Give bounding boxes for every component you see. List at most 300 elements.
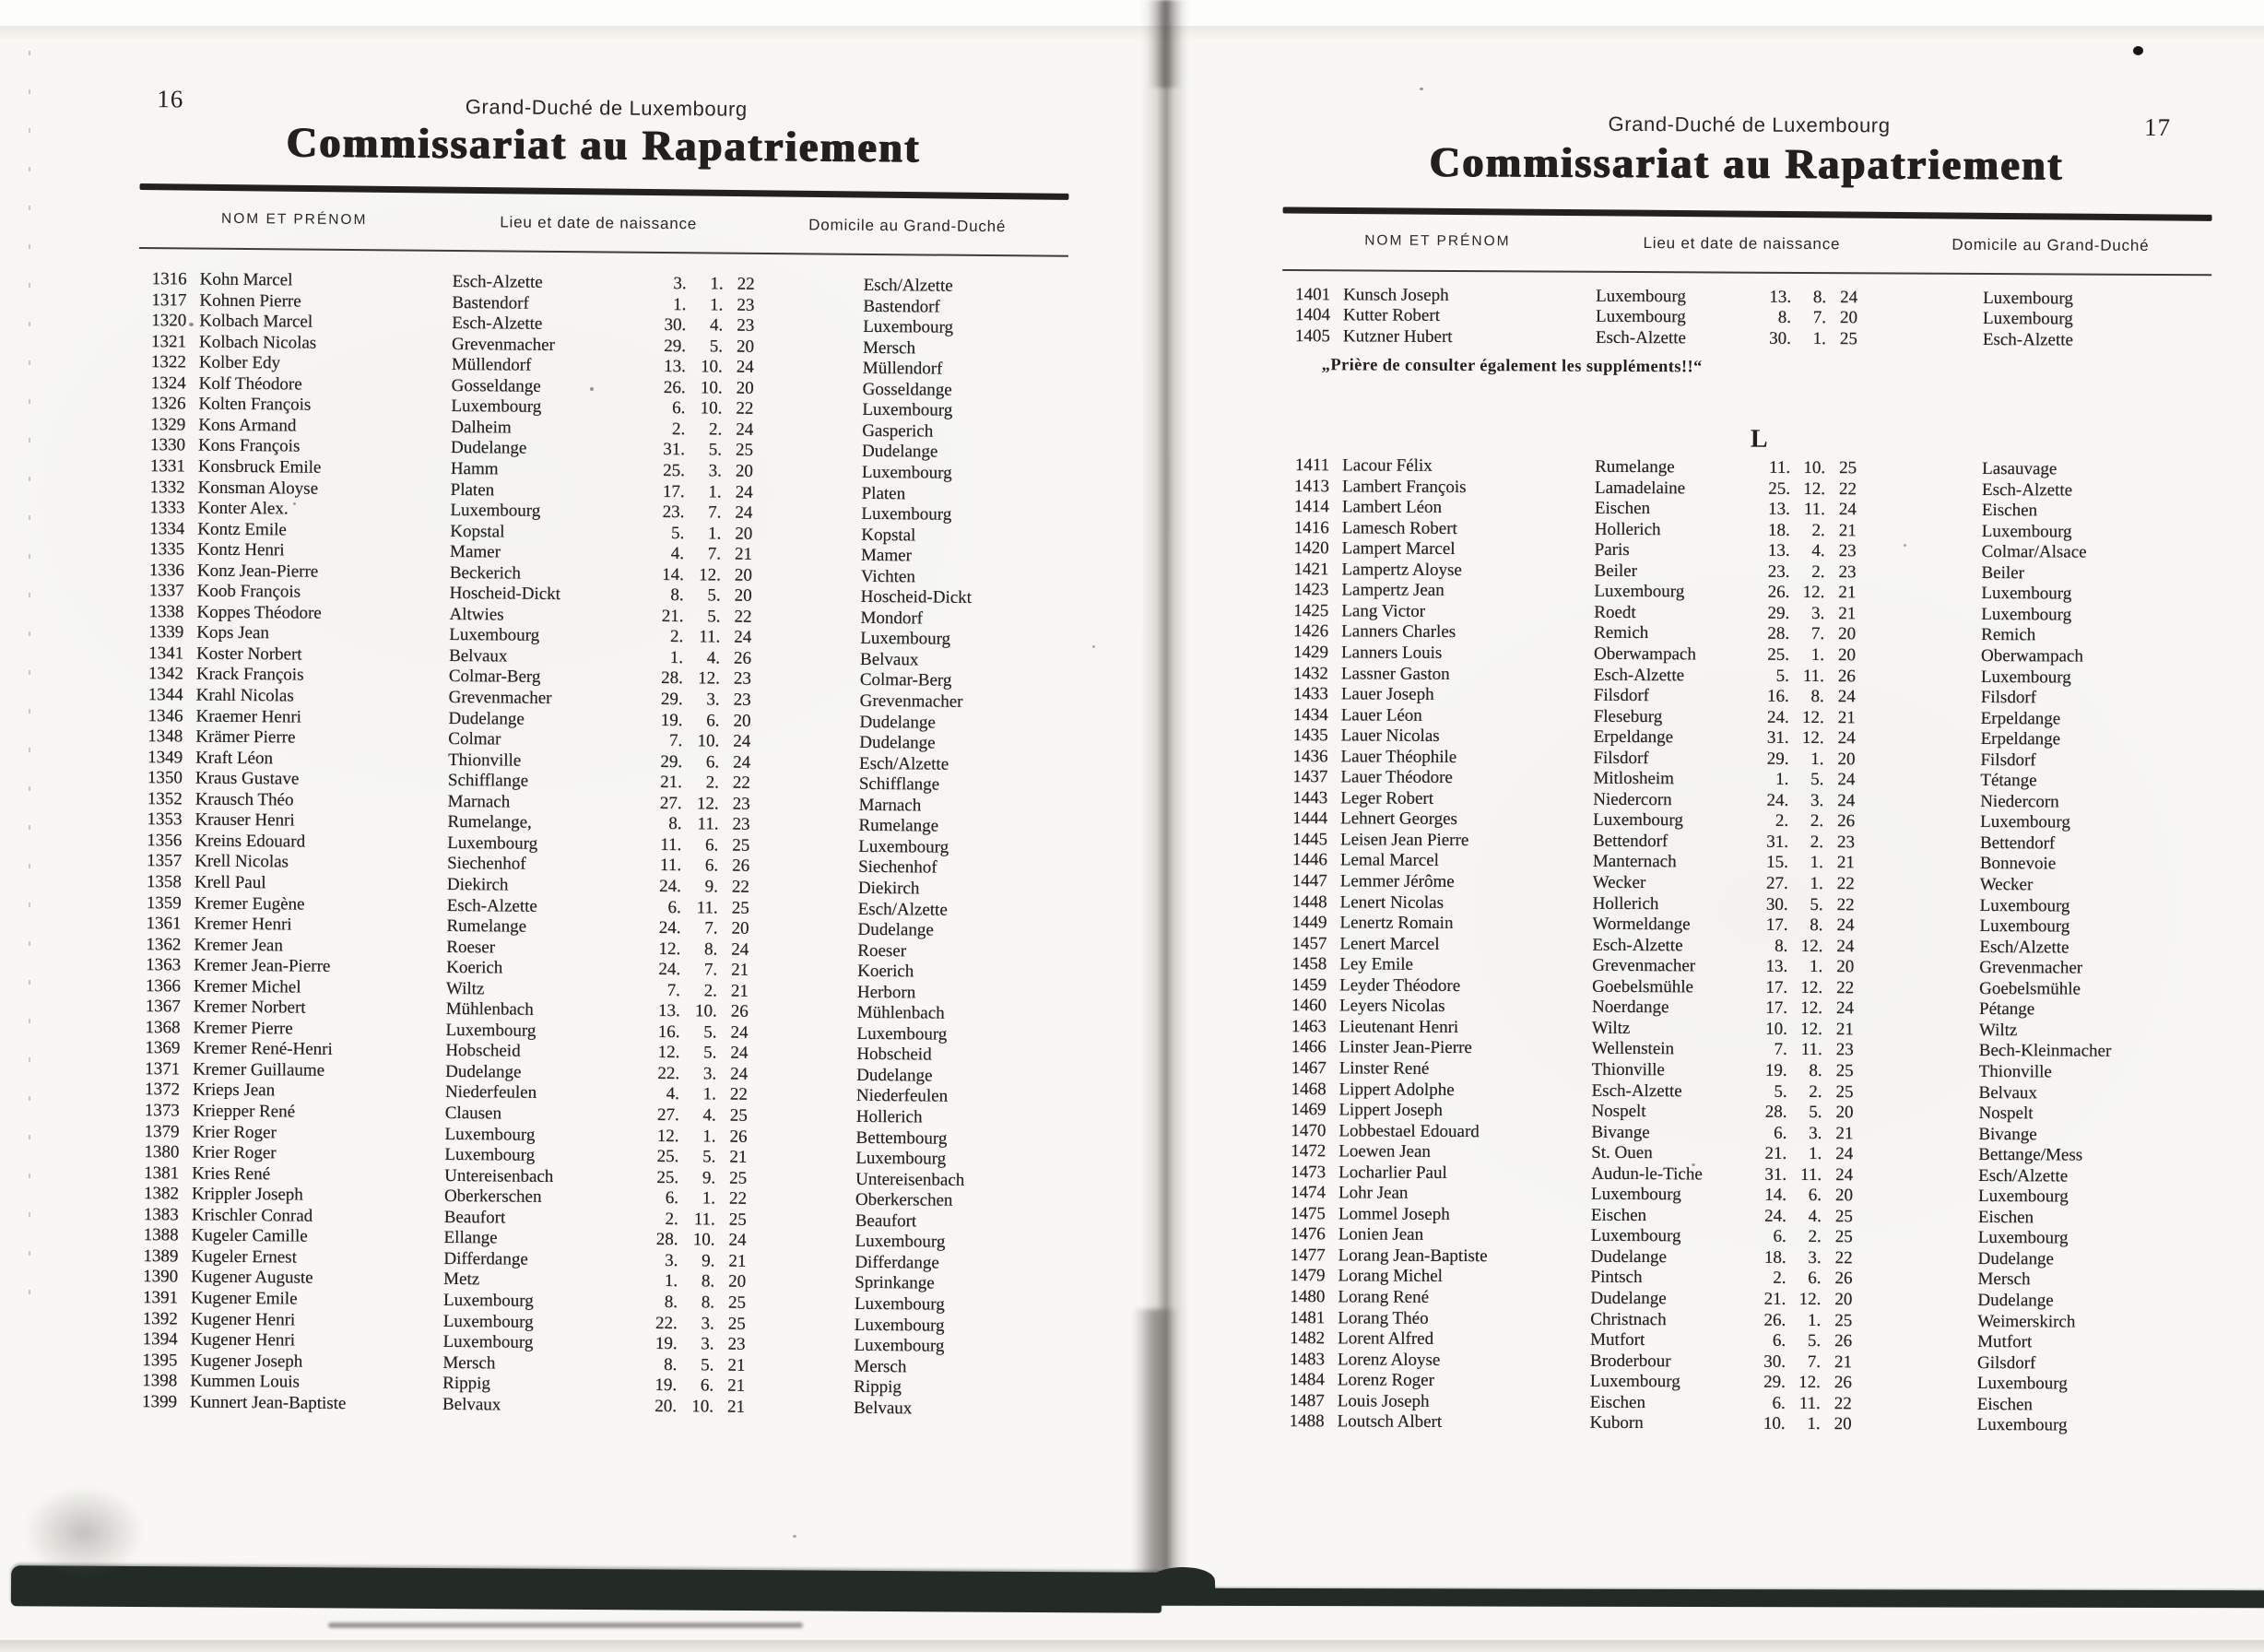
entry-birth-year: 20 xyxy=(736,336,755,357)
entry-birth-year: 20 xyxy=(735,461,753,481)
entry-birth-day: 8. xyxy=(670,585,684,606)
entry-domicile: Marnach xyxy=(858,795,922,816)
entry-birth-day: 2. xyxy=(665,1209,678,1229)
entry-name: Lonien Jean xyxy=(1338,1224,1424,1245)
entry-name: Kraus Gustave xyxy=(195,768,300,789)
entry-birth-month: 10. xyxy=(700,398,723,419)
entry-domicile: Mamer xyxy=(860,546,913,566)
entry-birthplace: Luxembourg xyxy=(444,1124,536,1145)
entry-name: Lieutenant Henri xyxy=(1338,1017,1459,1037)
entry-birth-day: 11. xyxy=(660,834,682,856)
entry-birth-year: 23 xyxy=(733,690,751,710)
entry-birthplace: Esch-Alzette xyxy=(1593,665,1685,685)
entry-birthplace: Bastendorf xyxy=(452,292,529,313)
entry-domicile: Mersch xyxy=(862,337,916,359)
entry-domicile: Wiltz xyxy=(1978,1020,2018,1041)
entry-number: 1339 xyxy=(148,622,184,643)
entry-domicile: Goebelsmühle xyxy=(1979,978,2081,999)
entry-domicile: Oberwampach xyxy=(1981,645,2083,667)
entry-birth-year: 23 xyxy=(737,315,755,336)
entry-domicile: Luxembourg xyxy=(861,503,952,525)
entry-birthplace: Hollerich xyxy=(1592,893,1659,914)
entry-birth-year: 22 xyxy=(1834,1393,1852,1414)
entry-number: 1336 xyxy=(148,560,185,581)
entry-birth-month: 2. xyxy=(1811,561,1825,582)
entry-domicile: Bivange xyxy=(1978,1124,2037,1144)
entry-number: 1344 xyxy=(147,685,183,705)
entry-number: 1423 xyxy=(1293,580,1329,600)
entry-domicile: Mondorf xyxy=(860,608,924,629)
entry-birthplace: Wellenstein xyxy=(1591,1039,1675,1059)
entry-birth-day: 22. xyxy=(654,1313,678,1333)
entry-name: Kummen Louis xyxy=(190,1371,301,1392)
entry-domicile: Dudelange xyxy=(1977,1248,2055,1269)
entry-birth-year: 24 xyxy=(1835,1164,1854,1185)
entry-number: 1381 xyxy=(144,1162,180,1184)
entry-birth-month: 12. xyxy=(1802,583,1825,603)
entry-birth-year: 26 xyxy=(1834,1373,1852,1393)
entry-birthplace: Belvaux xyxy=(449,645,508,667)
entry-number: 1470 xyxy=(1291,1120,1327,1140)
entry-birth-day: 23. xyxy=(662,502,685,523)
entry-birth-month: 6. xyxy=(704,835,719,856)
entry-domicile: Pétange xyxy=(1979,999,2035,1020)
entry-birthplace: Esch-Alzette xyxy=(1595,327,1687,348)
entry-birth-day: 1. xyxy=(669,647,684,668)
entry-birth-month: 11. xyxy=(699,627,721,647)
entry-name: Krischler Conrad xyxy=(191,1205,313,1226)
entry-birth-day: 29. xyxy=(664,336,687,356)
entry-domicile: Grevenmacher xyxy=(1979,958,2083,978)
entry-domicile: Luxembourg xyxy=(1983,288,2073,309)
entry-domicile: Herborn xyxy=(856,982,916,1003)
ink-dot xyxy=(2133,46,2143,55)
entry-birthplace: Manternach xyxy=(1592,852,1677,872)
entry-birth-year: 25 xyxy=(735,441,754,461)
entry-birth-month: 1. xyxy=(1810,874,1823,894)
entry-name: Koppes Théodore xyxy=(196,602,322,623)
entry-birthplace: Luxembourg xyxy=(444,1145,536,1165)
entry-number: 1391 xyxy=(142,1288,179,1308)
entry-number: 1458 xyxy=(1291,954,1327,974)
entry-birth-year: 26 xyxy=(1837,811,1856,832)
entry-birth-year: 21 xyxy=(730,981,749,1001)
entry-name: Kraemer Henri xyxy=(195,706,302,727)
entry-number: 1411 xyxy=(1294,455,1330,476)
entry-name: Kunnert Jean-Baptiste xyxy=(189,1392,347,1413)
entry-birth-year: 20 xyxy=(1834,1186,1854,1206)
entry-birthplace: Luxembourg xyxy=(1594,582,1685,602)
entry-birth-month: 1. xyxy=(1807,1414,1821,1434)
column-header-name: NOM ET PRÉNOM xyxy=(1364,232,1511,250)
section-letter-L: L xyxy=(1750,424,1768,454)
entry-name: Kunsch Joseph xyxy=(1343,285,1449,305)
entry-name: Lorent Alfred xyxy=(1338,1328,1434,1349)
paper-speck xyxy=(1092,645,1095,648)
entry-name: Kremer Michel xyxy=(193,976,301,997)
entry-birthplace: Dalheim xyxy=(451,417,512,438)
entry-number: 1331 xyxy=(149,456,185,477)
entry-number: 1356 xyxy=(147,830,183,851)
entry-birth-month: 5. xyxy=(1807,1331,1822,1351)
entry-birthplace: Dudelange xyxy=(450,438,527,459)
entry-birth-day: 6. xyxy=(672,398,686,419)
entry-domicile: Wecker xyxy=(1979,874,2034,895)
entry-birth-day: 4. xyxy=(666,1084,680,1104)
entry-number: 1459 xyxy=(1291,974,1327,996)
entry-birth-year: 20 xyxy=(733,711,751,731)
entry-birthplace: Grevenmacher xyxy=(448,687,552,708)
entry-name: Konz Jean-Pierre xyxy=(196,560,319,582)
entry-name: Krier Roger xyxy=(192,1142,277,1163)
entry-number: 1429 xyxy=(1293,643,1329,663)
entry-number: 1395 xyxy=(142,1350,178,1371)
entry-birthplace: Christnach xyxy=(1590,1309,1667,1329)
entry-name: Kriepper René xyxy=(192,1101,296,1122)
entry-domicile: Esch/Alzette xyxy=(1979,937,2069,958)
entry-number: 1361 xyxy=(146,914,182,934)
entry-birth-month: 5. xyxy=(1810,770,1824,790)
paper-speck xyxy=(793,1535,796,1538)
entry-birth-day: 24. xyxy=(659,876,682,897)
entry-birth-month: 2. xyxy=(1811,520,1825,540)
entry-domicile: Esch/Alzette xyxy=(1978,1165,2069,1186)
entry-birth-year: 25 xyxy=(728,1210,747,1230)
entry-domicile: Schifflange xyxy=(858,774,940,795)
entry-birth-month: 12. xyxy=(1800,977,1823,997)
entry-name: Lippert Adolphe xyxy=(1338,1079,1455,1100)
entry-birth-month: 8. xyxy=(701,1271,715,1292)
entry-name: Kugeler Ernest xyxy=(191,1246,297,1268)
entry-birthplace: Ellange xyxy=(443,1228,498,1248)
entry-domicile: Gilsdorf xyxy=(1977,1352,2036,1373)
entry-number: 1333 xyxy=(149,498,185,518)
page-right-content xyxy=(1135,0,2264,1652)
entry-birth-month: 1. xyxy=(1812,328,1826,348)
entry-birth-day: 27. xyxy=(656,1104,679,1126)
entry-birth-year: 24 xyxy=(1838,500,1857,520)
entry-name: Lanners Louis xyxy=(1341,643,1443,663)
entry-birth-year: 20 xyxy=(734,565,752,585)
entry-number: 1473 xyxy=(1291,1162,1327,1182)
entry-birthplace: Esch-Alzette xyxy=(1591,1080,1682,1101)
entry-domicile: Luxembourg xyxy=(855,1148,947,1169)
entry-birthplace: Luxembourg xyxy=(1590,1185,1681,1205)
entry-birth-year: 21 xyxy=(1834,1351,1853,1372)
entry-birth-year: 21 xyxy=(1837,707,1856,727)
entry-birth-year: 24 xyxy=(728,1230,747,1251)
entry-name: Kolf Théodore xyxy=(198,373,302,395)
entry-birth-day: 30. xyxy=(1765,894,1788,914)
entry-domicile: Luxembourg xyxy=(1982,309,2073,329)
entry-birthplace: Goebelsmühle xyxy=(1592,976,1694,997)
entry-number: 1399 xyxy=(141,1391,178,1412)
entry-birth-year: 24 xyxy=(1840,288,1858,308)
entry-name: Lorang René xyxy=(1338,1287,1430,1307)
entry-birth-year: 22 xyxy=(734,607,752,627)
entry-birth-day: 29. xyxy=(660,689,683,710)
entry-birth-month: 7. xyxy=(707,544,722,564)
entry-birth-day: 1. xyxy=(664,1271,678,1292)
entry-birth-day: 13. xyxy=(1765,956,1788,977)
entry-birth-year: 26 xyxy=(734,648,752,668)
entry-birth-day: 2. xyxy=(1773,1268,1786,1289)
entry-name: Kugener Henri xyxy=(190,1309,296,1330)
entry-birth-day: 16. xyxy=(1767,686,1789,706)
entry-birth-year: 25 xyxy=(732,835,750,856)
entry-birthplace: Esch-Alzette xyxy=(452,271,543,292)
entry-birth-day: 24. xyxy=(658,960,681,980)
entry-birth-year: 24 xyxy=(733,752,751,773)
entry-birth-year: 25 xyxy=(1834,1206,1853,1227)
entry-domicile: Luxembourg xyxy=(855,1232,946,1252)
entry-birthplace: Wiltz xyxy=(1591,1018,1631,1038)
entry-birth-year: 22 xyxy=(1834,1248,1853,1268)
entry-domicile: Belvaux xyxy=(1978,1082,2037,1103)
entry-birth-year: 24 xyxy=(1837,728,1856,749)
entry-birth-day: 30. xyxy=(1769,328,1791,348)
entry-number: 1358 xyxy=(146,872,183,892)
entry-birth-month: 3. xyxy=(708,461,722,481)
entry-birth-day: 19. xyxy=(660,710,683,730)
entry-number: 1401 xyxy=(1295,285,1331,305)
entry-number: 1483 xyxy=(1290,1349,1326,1369)
entry-birth-day: 3. xyxy=(673,274,687,294)
entry-birth-day: 1. xyxy=(673,294,687,314)
entry-domicile: Thionville xyxy=(1978,1061,2052,1082)
entry-number: 1388 xyxy=(143,1225,179,1245)
entry-number: 1435 xyxy=(1292,726,1328,746)
entry-domicile: Colmar-Berg xyxy=(859,670,952,691)
entry-birth-year: 22 xyxy=(732,773,751,794)
entry-birth-year: 25 xyxy=(1834,1310,1853,1330)
entry-birthplace: Untereisenbach xyxy=(444,1165,554,1186)
entry-name: Konsbruck Emile xyxy=(197,456,322,478)
entry-birthplace: Grevenmacher xyxy=(451,334,555,355)
entry-birth-day: 12. xyxy=(658,938,681,959)
entry-birthplace: Luxembourg xyxy=(1593,810,1683,831)
entry-name: Kraft Léon xyxy=(195,748,274,768)
entry-domicile: Niederfeulen xyxy=(855,1086,949,1107)
entry-domicile: Esch-Alzette xyxy=(1982,329,2074,350)
entry-birth-day: 6. xyxy=(667,897,681,917)
entry-number: 1368 xyxy=(145,1017,181,1038)
entry-number: 1433 xyxy=(1292,684,1328,704)
entry-birth-month: 11. xyxy=(696,897,718,918)
entry-name: Krier Roger xyxy=(192,1122,277,1142)
entry-birth-month: 5. xyxy=(708,440,723,460)
entry-number: 1321 xyxy=(150,331,187,352)
entry-birth-year: 24 xyxy=(736,419,754,440)
entry-birth-day: 26. xyxy=(1763,1310,1786,1330)
entry-domicile: Luxembourg xyxy=(854,1335,945,1356)
entry-domicile: Eischen xyxy=(1976,1394,2034,1415)
entry-birthplace: Filsdorf xyxy=(1593,685,1650,706)
entry-name: Kontz Emile xyxy=(197,519,287,540)
entry-birth-month: 2. xyxy=(1809,1081,1822,1102)
entry-birthplace: Mersch xyxy=(442,1352,496,1374)
paper-speck xyxy=(1420,88,1423,90)
entry-name: Leyers Nicolas xyxy=(1339,996,1445,1017)
entry-birth-year: 20 xyxy=(1834,1290,1853,1310)
entry-number: 1480 xyxy=(1290,1287,1326,1307)
entry-name: Loewen Jean xyxy=(1338,1141,1432,1162)
entry-number: 1405 xyxy=(1294,325,1330,347)
entry-birth-month: 3. xyxy=(1809,1123,1822,1143)
entry-name: Lippert Joseph xyxy=(1338,1100,1443,1120)
entry-domicile: Luxembourg xyxy=(861,462,952,483)
entry-birthplace: Metz xyxy=(443,1269,480,1290)
entry-number: 1398 xyxy=(142,1371,178,1391)
entry-birth-day: 6. xyxy=(1772,1393,1786,1413)
entry-name: Locharlier Paul xyxy=(1338,1162,1447,1183)
entry-birth-month: 7. xyxy=(703,960,718,980)
entry-birthplace: Esch-Alzette xyxy=(452,313,543,334)
entry-birthplace: Luxembourg xyxy=(442,1331,534,1352)
column-header-domicile: Domicile au Grand-Duché xyxy=(808,216,1007,236)
entry-birthplace: Siechenhof xyxy=(447,854,526,875)
entry-domicile: Differdange xyxy=(855,1252,939,1273)
entry-name: Lauer Théophile xyxy=(1340,747,1457,767)
entry-birth-month: 3. xyxy=(701,1313,714,1334)
entry-birthplace: Lamadelaine xyxy=(1594,478,1686,498)
entry-name: Kremer Eugène xyxy=(194,893,305,914)
entry-domicile: Belvaux xyxy=(853,1398,913,1419)
entry-birthplace: Rumelange, xyxy=(447,812,532,833)
entry-birth-day: 27. xyxy=(659,793,682,813)
entry-birth-day: 2. xyxy=(1775,811,1789,832)
entry-birth-year: 24 xyxy=(1837,770,1856,790)
entry-number: 1359 xyxy=(146,892,182,913)
entry-name: Lauer Joseph xyxy=(1340,684,1434,704)
entry-birth-year: 25 xyxy=(727,1314,746,1334)
entry-birthplace: St. Ouen xyxy=(1591,1142,1653,1163)
entry-birth-year: 20 xyxy=(1835,1103,1854,1123)
entry-birthplace: Dudelange xyxy=(448,708,525,729)
entry-birth-month: 8. xyxy=(1812,288,1827,308)
entry-birth-month: 1. xyxy=(707,524,722,544)
entry-birth-day: 17. xyxy=(1765,977,1788,997)
entry-birth-month: 11. xyxy=(1803,500,1825,520)
entry-birthplace: Altwies xyxy=(449,604,504,625)
entry-name: Konter Alex. xyxy=(197,498,289,519)
entry-number: 1357 xyxy=(147,851,183,871)
entry-birthplace: Luxembourg xyxy=(1590,1226,1681,1246)
entry-name: Krippler Joseph xyxy=(191,1184,303,1205)
entry-birth-month: 1. xyxy=(702,1188,716,1209)
entry-number: 1446 xyxy=(1291,850,1327,870)
entry-birth-month: 4. xyxy=(706,648,721,668)
entry-birth-day: 20. xyxy=(654,1396,678,1416)
entry-name: Konsman Aloyse xyxy=(197,478,319,499)
entry-birthplace: Paris xyxy=(1594,539,1630,560)
entry-birth-day: 6. xyxy=(1774,1123,1787,1143)
entry-birthplace: Thionville xyxy=(448,749,522,771)
entry-birthplace: Broderbour xyxy=(1590,1351,1671,1371)
entry-name: Kohn Marcel xyxy=(199,269,293,290)
entry-name: Lemal Marcel xyxy=(1339,850,1440,871)
entry-birth-month: 2. xyxy=(1808,1227,1822,1247)
entry-number: 1390 xyxy=(143,1267,179,1287)
entry-birth-day: 27. xyxy=(1765,873,1788,893)
entry-birth-month: 9. xyxy=(702,1168,716,1188)
entry-birth-month: 3. xyxy=(701,1334,714,1354)
entry-birth-month: 8. xyxy=(704,938,718,960)
entry-name: Krell Paul xyxy=(194,872,266,893)
entry-birth-day: 11. xyxy=(1769,457,1791,478)
entry-name: Krack François xyxy=(195,665,304,686)
entry-birth-month: 8. xyxy=(1810,687,1824,707)
entry-birth-month: 12. xyxy=(1800,998,1823,1019)
entry-number: 1434 xyxy=(1292,704,1328,725)
entry-number: 1337 xyxy=(148,581,184,601)
entry-number: 1367 xyxy=(145,997,181,1017)
column-header-name: NOM ET PRÉNOM xyxy=(220,210,368,229)
entry-domicile: Dudelange xyxy=(1977,1290,2054,1311)
entry-domicile: Luxembourg xyxy=(856,1023,948,1044)
entry-birth-month: 1. xyxy=(702,1084,717,1104)
entry-domicile: Remich xyxy=(1981,625,2036,645)
entry-birth-month: 2. xyxy=(703,981,718,1001)
entry-birthplace: Wecker xyxy=(1592,872,1646,893)
entry-name: Lassner Gaston xyxy=(1340,663,1450,684)
entry-domicile: Luxembourg xyxy=(1981,521,2072,542)
entry-birth-year: 21 xyxy=(727,1355,746,1375)
entry-number: 1338 xyxy=(148,601,184,622)
entry-number: 1477 xyxy=(1290,1245,1326,1266)
entry-name: Lauer Nicolas xyxy=(1340,726,1440,747)
entry-birth-year: 26 xyxy=(730,1001,749,1022)
entry-birth-day: 22. xyxy=(657,1063,680,1084)
entry-number: 1380 xyxy=(144,1142,180,1162)
entry-birth-year: 20 xyxy=(1838,624,1857,644)
entry-birth-month: 12. xyxy=(1803,478,1826,499)
entry-name: Lauer Léon xyxy=(1340,704,1422,726)
entry-birthplace: Colmar xyxy=(448,729,501,749)
entry-birthplace: Luxembourg xyxy=(447,832,538,854)
entry-birth-year: 25 xyxy=(729,1105,748,1126)
entry-birthplace: Gosseldange xyxy=(451,375,541,396)
entry-name: Kolber Edy xyxy=(198,352,281,373)
entry-birth-year: 24 xyxy=(735,482,753,502)
entry-birth-year: 23 xyxy=(732,814,750,835)
paper-speck xyxy=(293,502,296,505)
entry-domicile: Luxembourg xyxy=(854,1315,945,1336)
entry-domicile: Bettendorf xyxy=(1979,832,2056,854)
entry-birth-day: 28. xyxy=(1767,624,1790,644)
entry-birth-day: 19. xyxy=(654,1333,678,1354)
entry-name: Kolbach Marcel xyxy=(199,311,313,332)
entry-birth-year: 25 xyxy=(1839,328,1857,349)
entry-domicile: Weimerskirch xyxy=(1977,1311,2076,1332)
entry-birth-year: 24 xyxy=(733,731,751,751)
entry-number: 1316 xyxy=(151,269,187,289)
paper-speck xyxy=(1904,544,1906,547)
entry-birthplace: Mamer xyxy=(450,542,501,562)
entry-number: 1426 xyxy=(1293,621,1329,642)
entry-name: Leger Robert xyxy=(1340,788,1434,808)
entry-birth-month: 6. xyxy=(704,856,719,876)
entry-birth-year: 24 xyxy=(1835,1144,1854,1164)
entry-birth-day: 19. xyxy=(1764,1060,1787,1080)
entry-name: Kremer Norbert xyxy=(193,997,306,1018)
entry-name: Leisen Jean Pierre xyxy=(1339,830,1469,850)
entry-number: 1342 xyxy=(147,664,184,684)
entry-domicile: Esch/Alzette xyxy=(859,753,949,774)
entry-number: 1447 xyxy=(1291,871,1327,891)
entry-birth-year: 23 xyxy=(1835,1040,1854,1060)
entry-number: 1476 xyxy=(1290,1224,1326,1245)
